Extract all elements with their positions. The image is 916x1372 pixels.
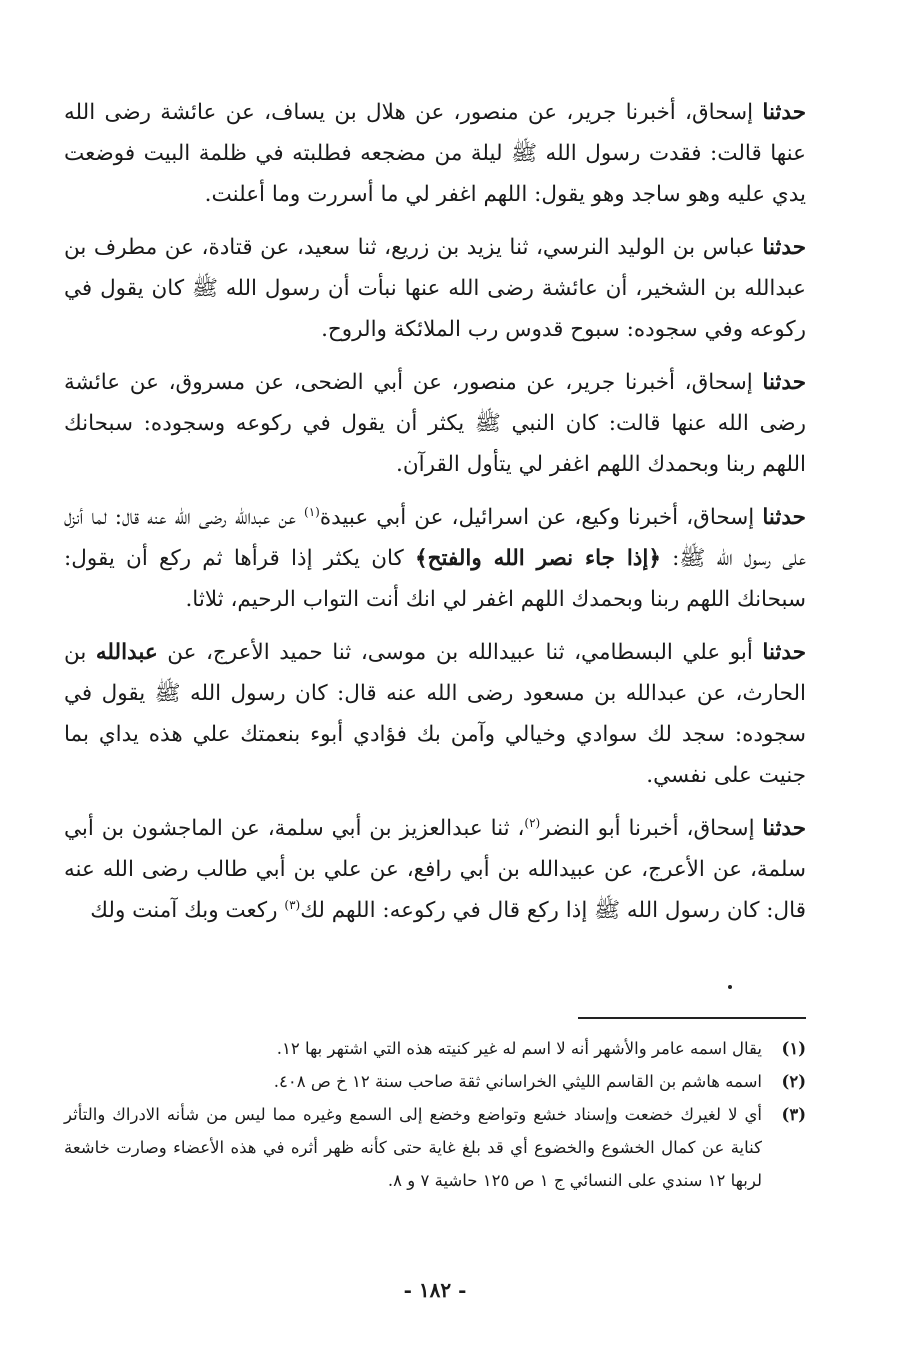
- page-body: [64, 92, 806, 1352]
- hadith-paragraph-3: [64, 362, 806, 485]
- hadith-lead-word: حدثنا: [762, 640, 806, 665]
- footnotes: [64, 1032, 806, 1197]
- hadith-text: أبو علي البسطامي، ثنا عبيدالله بن موسى، ثنا حميد الأعرج، عن: [157, 640, 763, 665]
- hadith-lead-word: حدثنا: [762, 505, 806, 530]
- hadith-text: عباس بن الوليد النرسي، ثنا يزيد بن زريع، ثنا سعيد، عن قتادة، عن مطرف بن عبدالله بن الشخير، أن عائشة رضى الله عنها نبأت أن رسول الله ﷺ كان يقول في ركوعه وفي سجوده: سبوح قدوس رب الملائكة والروح.: [64, 235, 806, 342]
- footnote-number: (٣): [781, 1105, 806, 1124]
- footnote-ref: (١): [304, 504, 320, 519]
- hadith-lead-word: حدثنا: [762, 370, 806, 395]
- footnote-text: اسمه هاشم بن القاسم الليثي الخراساني ثقة صاحب سنة ١٢ خ ص ٤٠٨.: [273, 1072, 762, 1091]
- hadith-paragraph-6: [64, 808, 806, 931]
- footnote-separator: [578, 1017, 806, 1019]
- footnote-number: (٢): [781, 1072, 806, 1091]
- footnote-ref: (٣): [284, 897, 301, 912]
- hadith-text: إسحاق، أخبرنا جرير، عن منصور، عن هلال بن يساف، عن عائشة رضى الله عنها قالت: فقدت رسول الله ﷺ ليلة من مضجعه فطلبته في ظلمة البيت فوضعت يدي عليه وهو ساجد وهو يقول: اللهم اغفر لي ما أسررت وما أعلنت.: [64, 100, 806, 207]
- quran-verse: ﴿إذا جاء نصر الله والفتح﴾: [415, 546, 661, 571]
- hadith-text: إسحاق، أخبرنا أبو النضر: [540, 816, 763, 841]
- footnote-3: [64, 1098, 806, 1197]
- hadith-text: ركعت وبك آمنت ولك: [90, 898, 285, 923]
- stray-dot-mark: [728, 985, 732, 989]
- hadith-text: إسحاق، أخبرنا جرير، عن منصور، عن أبي الضحى، عن مسروق، عن عائشة رضى الله عنها قالت: كان النبي ﷺ يكثر أن يقول في ركوعه وسجوده: سبحانك اللهم ربنا وبحمدك اللهم اغفر لي يتأول القرآن.: [64, 370, 806, 477]
- hadith-text: عن عبدالله رضى الله عنه قال: لما أنزل على رسول الله ﷺ:: [64, 505, 806, 571]
- hadith-paragraph-2: [64, 227, 806, 350]
- narrator-name: عبدالله: [95, 640, 158, 665]
- footnote-1: [64, 1032, 806, 1065]
- footnote-text: يقال اسمه عامر والأشهر أنه لا اسم له غير كنيته هذه التي اشتهر بها ١٢.: [276, 1039, 762, 1058]
- hadith-paragraph-1: [64, 92, 806, 215]
- hadith-lead-word: حدثنا: [762, 816, 807, 841]
- hadith-text: بن الحارث، عن عبدالله بن مسعود رضى الله عنه قال: كان رسول الله ﷺ يقول في سجوده: سجد لك سوادي وخيالي وآمن بك فؤادي أبوء بنعمتك علي هذه يداي بما جنيت على نفسي.: [64, 640, 806, 788]
- footnote-number: (١): [781, 1039, 806, 1058]
- hadith-lead-word: حدثنا: [762, 235, 806, 260]
- main-text: [64, 92, 806, 931]
- hadith-text: ، ثنا عبدالعزيز بن أبي سلمة، عن الماجشون بن أبي سلمة، عن الأعرج، عن عبيدالله بن أبي رافع، عن علي بن أبي طالب رضى الله عنه قال: كان رسول الله ﷺ إذا ركع قال في ركوعه: اللهم لك: [64, 816, 806, 923]
- hadith-text: كان يكثر إذا قرأها ثم ركع أن يقول: سبحانك اللهم ربنا وبحمدك اللهم اغفر لي انك أنت التواب الرحيم، ثلاثا.: [64, 546, 806, 612]
- hadith-text: إسحاق، أخبرنا وكيع، عن اسرائيل، عن أبي عبيدة: [319, 505, 763, 530]
- footnote-2: [64, 1065, 806, 1098]
- footnote-text: أي لا لغيرك خضعت وإسناد خشع وتواضع وخضع إلى السمع وغيره مما ليس من شأنه الادراك والتأثر كناية عن كمال الخشوع والخضوع أي قد بلغ غاية حتى كأنه ظهر أثره في هذه الأعضاء وصارت خاشعة لربها ١٢ سندي على النسائي ج ١ ص ١٢٥ حاشية ٧ و ٨.: [64, 1105, 762, 1190]
- hadith-lead-word: حدثنا: [762, 100, 806, 125]
- hadith-paragraph-4: [64, 497, 806, 620]
- footnote-ref: (٢): [524, 815, 541, 830]
- page-number: - ١٨٢ -: [403, 1278, 467, 1302]
- hadith-paragraph-5: [64, 632, 806, 796]
